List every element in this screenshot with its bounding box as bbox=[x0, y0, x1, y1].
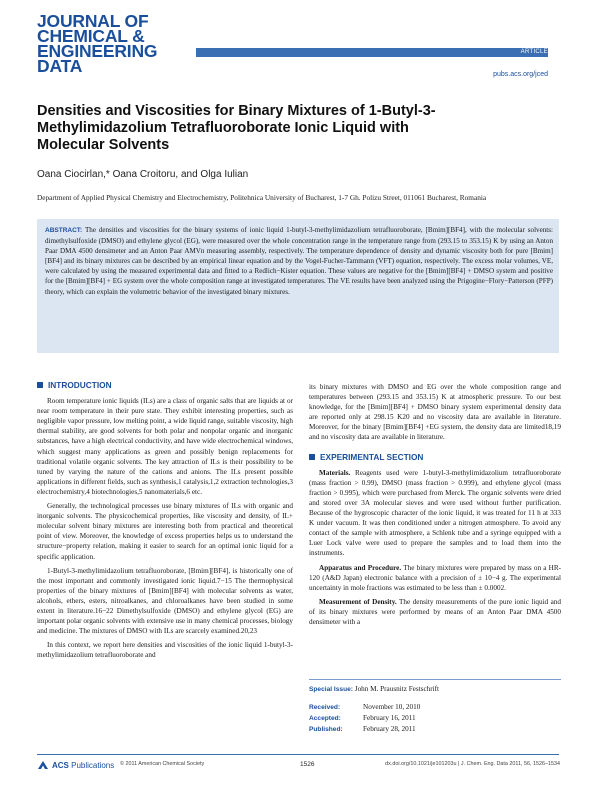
materials-paragraph bbox=[309, 468, 561, 559]
density-paragraph bbox=[309, 597, 561, 627]
acs-logo-icon bbox=[37, 760, 49, 770]
paper-title bbox=[37, 103, 557, 154]
introduction-heading bbox=[37, 380, 293, 390]
left-column bbox=[37, 380, 293, 660]
abstract bbox=[45, 225, 553, 297]
paragraph-text: The density measurements of the pure ionic liquid and of its binary mixtures were performed by means of an Anton Paar DMA 4500 densimeter with a bbox=[309, 597, 561, 626]
journal-title-line: CHEMICAL & bbox=[37, 26, 145, 46]
publication-dates bbox=[309, 702, 420, 736]
section-heading-text: INTRODUCTION bbox=[48, 380, 112, 390]
journal-logo bbox=[37, 11, 197, 76]
date-value: February 28, 2011 bbox=[363, 725, 416, 734]
special-issue-text: John M. Prausnitz Festschrift bbox=[352, 685, 440, 693]
divider bbox=[309, 679, 561, 680]
date-label: Accepted: bbox=[309, 715, 341, 723]
journal-title-line: ENGINEERING bbox=[37, 41, 158, 61]
paper-title-line: Molecular Solvents bbox=[37, 137, 170, 153]
paragraph: Room temperature ionic liquids (ILs) are a class of organic salts that are liquids at or near room temperature in their pure state. They exhibit interesting properties, such as negligible vapor pressure, low melting point, a wide liquid range, suitable viscosity, high thermal stability, are good solvents for both polar and nonpolar organic and inorganic substances, have a high electrical conductivity, and have wide electrochemical windows, which suggest many applications as green and possibly benign replacements for traditional volatile organic solvents. The key attraction of ILs is their possibility to be tuned by varying the nature of the cations and anions. The ILs present possible applications in different fields, such as synthesis,1 catalysis,1,2 extraction technologies,3 electrochemistry,4 biotechnologies,5 nanomaterials,6 etc. bbox=[37, 397, 293, 496]
date-label: Published: bbox=[309, 726, 343, 734]
article-type-bar bbox=[196, 48, 548, 57]
paper-title-line: Densities and Viscosities for Binary Mixtures of 1-Butyl-3- bbox=[37, 103, 436, 119]
publisher-name: ACS Publications bbox=[52, 760, 115, 770]
special-issue-label: Special Issue: bbox=[309, 686, 353, 693]
copyright: © 2011 American Chemical Society bbox=[120, 761, 205, 767]
abstract-label: ABSTRACT: bbox=[45, 227, 83, 234]
journal-url-link[interactable]: pubs.acs.org/jced bbox=[493, 71, 548, 78]
run-in-heading: Apparatus and Procedure. bbox=[319, 563, 402, 572]
paragraph-text: Reagents used were 1-butyl-3-methylimidazolium tetrafluoroborate (mass fraction > 0.99), DMSO (mass fraction > 0.999), and ethylene glycol (mass fraction > 0.995), which were purchased from Merck. The organic solvents were dried and stored over 3A molecular sieves and were used without further purification. Because of the hygroscopic character of the ionic liquid, it was treated for 11 h at 333 K under vacuum. It was then conditioned under a nitrogen atmosphere. To avoid any contact of the sample with atmosphere, a Schlenk tube and a syringe equipped with a Luer Lock valve were used to prepare the samples and to load them into the instruments. bbox=[309, 468, 561, 558]
paragraph-text: The binary mixtures were prepared by mass on a HR-120 (A&D Japan) electronic balance with a precision of ± 10−4 g. The experimental uncertainty in mole fractions was estimated to be less than ± 0.0002. bbox=[309, 563, 562, 592]
date-label: Received: bbox=[309, 704, 341, 711]
journal-title-line: JOURNAL OF bbox=[37, 11, 149, 31]
right-column bbox=[309, 382, 561, 627]
page-number: 1526 bbox=[300, 761, 315, 768]
paragraph: its binary mixtures with DMSO and EG over the whole composition range and temperatures between (293.15 and 353.15) K at atmospheric pressure. To our best knowledge, for the [Bmim][BF4] + DMSO binary system experimental density data are reported only at 298.15 K20 and no viscosity data are available in literature. Moreover, for the binary [Bmim][BF4] +EG system, the density data are limited18,19 and no viscosity data are available in literature. bbox=[309, 383, 561, 442]
paragraph: In this context, we report here densities and viscosities of the ionic liquid 1-butyl-3-methylimidazolium tetrafluoroborate and bbox=[37, 641, 293, 660]
paragraph: 1-Butyl-3-methylimidazolium tetrafluoroborate, [Bmim][BF4], is historically one of the most important and commonly investigated ionic liquid.7−15 The thermophysical properties of the binary mixtures of [Bmim][BF4] with molecular solvents as water, alcohols, ethers, esters, nitroalkanes, and chloroalkanes have been studied in some extent in literature.16−22 Dimethylsulfoxide (DMSO) and ethylene glycol (EG) are important polar organic solvents with extensive use in many chemical processes, biology and medicine. The mixtures of DMSO with ILs are scarcely examined.20,23 bbox=[37, 566, 293, 636]
acs-publications-logo bbox=[37, 760, 114, 770]
experimental-heading bbox=[309, 452, 561, 462]
special-issue bbox=[309, 685, 439, 693]
section-square-icon bbox=[309, 454, 315, 460]
paragraph: Generally, the technological processes use binary mixtures of ILs with organic and inorganic solvents. The physicochemical properties, like viscosity and density, of IL+ molecular solvent binary mixtures are interesting both from practical and theoretical point of view. Moreover, the knowledge of excess properties helps us to understand the structure−property relation, making it easier to search for an optimal ionic liquid for a specific application. bbox=[37, 502, 293, 561]
apparatus-paragraph bbox=[309, 563, 561, 593]
run-in-heading: Measurement of Density. bbox=[319, 597, 397, 606]
doi-citation[interactable]: dx.doi.org/10.1021/je101203u | J. Chem. Eng. Data 2011, 56, 1526–1534 bbox=[385, 761, 560, 767]
article-type-label: ARTICLE bbox=[520, 49, 548, 55]
abstract-body: The densities and viscosities for the binary systems of ionic liquid 1-butyl-3-methylimidazolium tetrafluoroborate, [Bmim][BF4], with the molecular solvents: dimethylsulfoxide (DMSO) and ethylene glycol (EG), were measured over the whole concentration range in the temperature range from (293.15 to 353.15) K by using an Anton Paar DMA 4500 densimeter and an Anton Paar AMVn measuring assembly, respectively. The temperature dependence of density and dynamic viscosity both for pure [Bmim][BF4] and its binary mixtures can be described by an empirical linear equation and by the Vogel-Fucher-Tammann (VFT) equation, respectively. The excess molar volumes, VE, were calculated by using the measured experimental data and fitted to a Redlich−Kister equation. These values are negative for the [Bmim][BF4] + DMSO system and positive for the [Bmim][BF4] + EG system over the whole composition range at investigated temperatures. The VE results have been analyzed using the Prigogine−Flory−Patterson (PFP) theory, which can explain the volumetric behavior of the investigated binary mixtures. bbox=[45, 226, 553, 296]
date-value: November 10, 2010 bbox=[363, 703, 421, 711]
run-in-heading: Materials. bbox=[319, 468, 351, 477]
paper-title-line: Methylimidazolium Tetrafluoroborate Ionic Liquid with bbox=[37, 120, 409, 136]
affiliation: Department of Applied Physical Chemistry and Electrochemistry, Politehnica University of Bucharest, 1-7 Gh. Polizu Street, 011061 Bucharest, Romania bbox=[37, 193, 487, 202]
date-value: February 16, 2011 bbox=[363, 714, 416, 723]
date-row bbox=[309, 724, 420, 735]
date-row bbox=[309, 702, 420, 713]
journal-title-line: DATA bbox=[37, 56, 83, 76]
footer-rule bbox=[37, 754, 559, 755]
section-square-icon bbox=[37, 382, 43, 388]
author-list: Oana Ciocirlan,* Oana Croitoru, and Olga Iulian bbox=[37, 169, 249, 180]
section-heading-text: EXPERIMENTAL SECTION bbox=[320, 451, 424, 462]
date-row bbox=[309, 713, 420, 724]
